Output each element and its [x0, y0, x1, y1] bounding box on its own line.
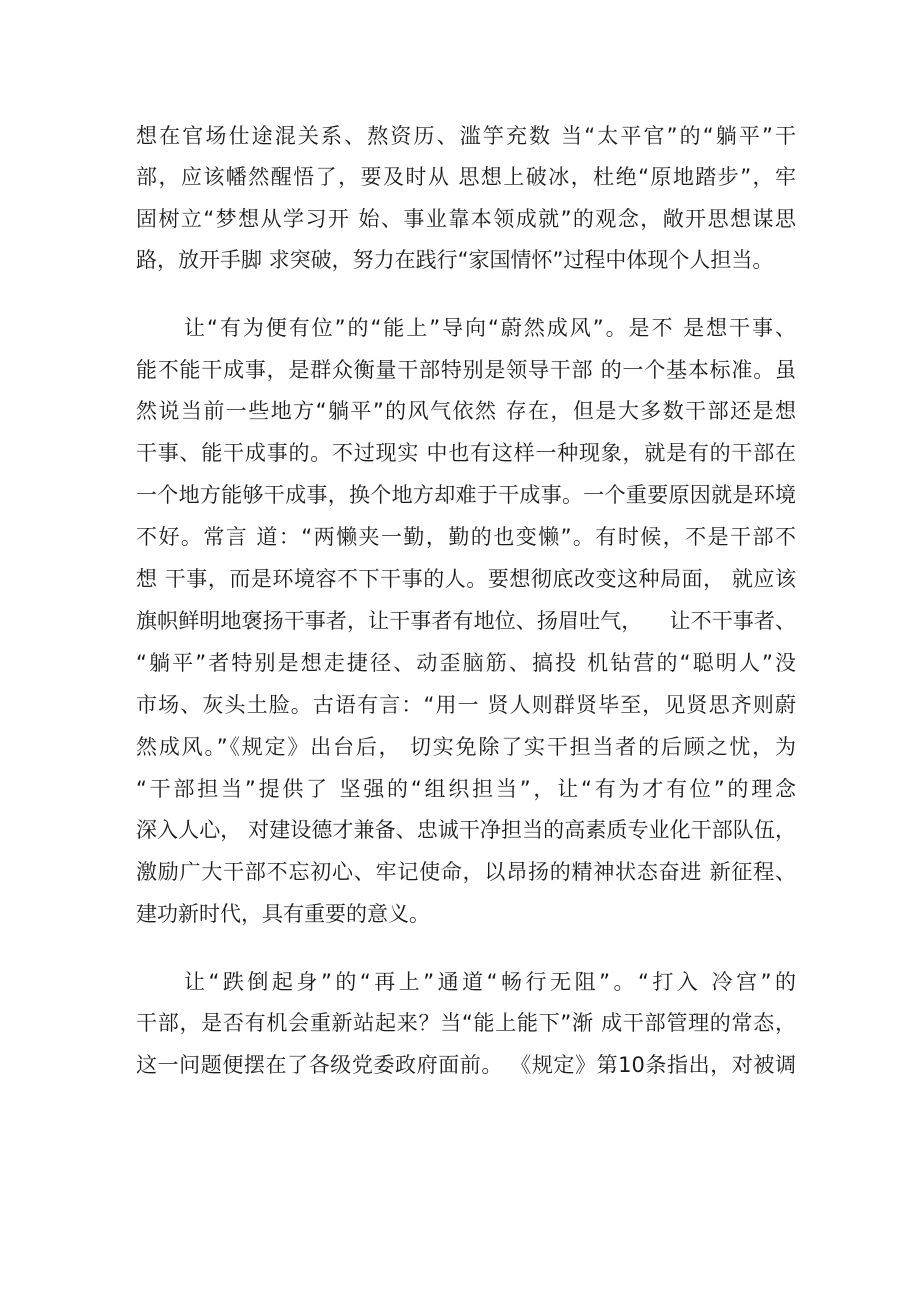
text-line: 部，应该幡然醒悟了，要及时从 思想上破冰，杜绝“原地踏步”，牢 [136, 165, 796, 189]
text-line: 旗帜鲜明地褒扬干事者，让干事者有地位、扬眉吐气， 让不干事者、 [136, 609, 796, 633]
text-line: 深入人心， 对建设德才兼备、忠诚干净担当的高素质专业化干部队伍， [136, 818, 796, 842]
text-line: 不好。常言 道：“两懒夹一勤，勤的也变懒”。有时候，不是干部不 [136, 525, 796, 549]
text-line: 这一问题便摆在了各级党委政府面前。 《规定》第10条指出，对被调 [136, 1053, 796, 1077]
paragraph-first-line: 让“跌倒起身”的“再上”通道“畅行无阻”。“打入 冷宫”的 [184, 970, 796, 994]
text-line: 路，放开手脚 求突破，努力在践行“家国情怀”过程中体现个人担当。 [136, 248, 774, 272]
text-line: 想在官场仕途混关系、熬资历、滥竽充数 当“太平官”的“躺平”干 [136, 124, 796, 148]
text-line: 能不能干成事，是群众衡量干部特别是领导干部 的一个基本标准。虽 [136, 358, 796, 382]
text-line: 激励广大干部不忘初心、牢记使命，以昂扬的精神状态奋进 新征程、 [136, 860, 796, 884]
text-line: 干部，是否有机会重新站起来？当“能上能下”渐 成干部管理的常态， [136, 1011, 796, 1035]
text-line: “干部担当”提供了 坚强的“组织担当”，让“有为才有位”的理念 [136, 777, 796, 801]
text-line: 干事、能干成事的。不过现实 中也有这样一种现象，就是有的干部在 [136, 441, 796, 465]
text-line: 一个地方能够干成事，换个地方却难于干成事。一个重要原因就是环境 [136, 483, 796, 507]
text-line: 然说当前一些地方“躺平”的风气依然 存在，但是大多数干部还是想 [136, 399, 796, 423]
text-line: 想 干事，而是环境容不下干事的人。要想彻底改变这种局面， 就应该 [136, 567, 796, 591]
text-line: 固树立“梦想从学习开 始、事业靠本领成就”的观念，敞开思想谋思 [136, 207, 796, 231]
text-line: 建功新时代，具有重要的意义。 [136, 902, 430, 926]
paragraph-first-line: 让“有为便有位”的“能上”导向“蔚然成风”。是不 是想干事、 [184, 316, 796, 340]
text-line: 然成风。”《规定》出台后， 切实免除了实干担当者的后顾之忧，为 [136, 735, 796, 759]
text-line: 市场、灰头土脸。古语有言：“用一 贤人则群贤毕至，见贤思齐则蔚 [136, 693, 796, 717]
text-line: “躺平”者特别是想走捷径、动歪脑筋、搞投 机钻营的“聪明人”没 [136, 651, 796, 675]
